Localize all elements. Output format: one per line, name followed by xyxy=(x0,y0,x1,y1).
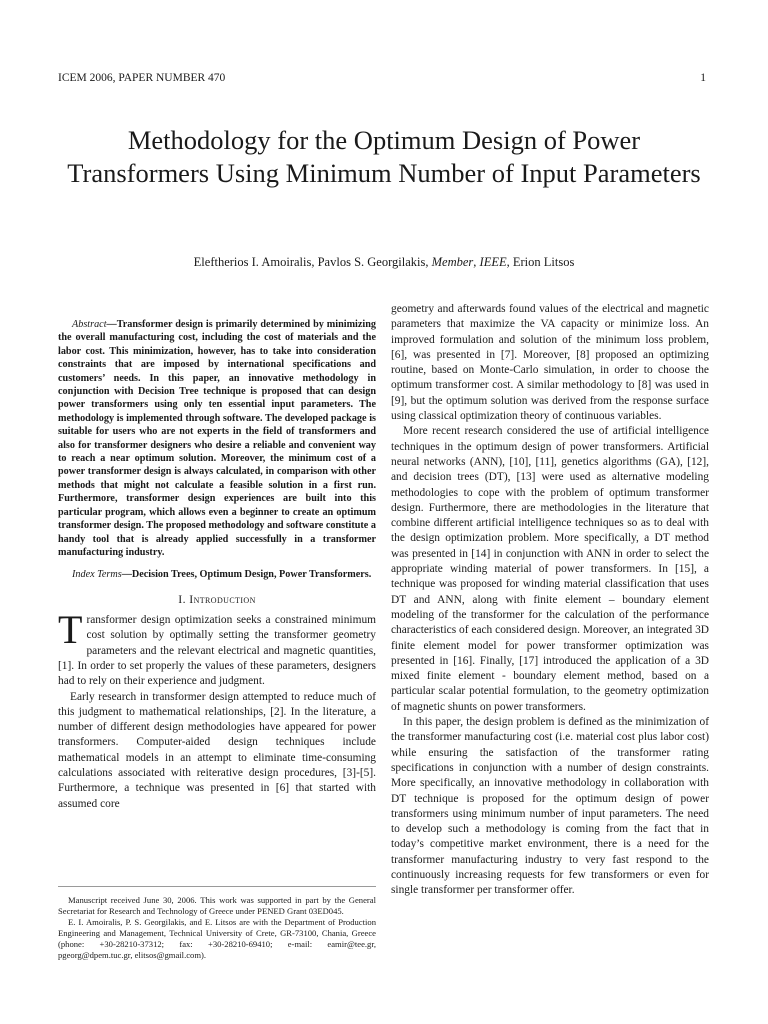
abstract-lead: Abstract xyxy=(72,319,107,330)
drop-cap: T xyxy=(58,607,83,653)
author-names-1: Eleftherios I. Amoiralis, Pavlos S. Georgilakis, xyxy=(193,255,432,269)
footnote-affiliation: E. I. Amoiralis, P. S. Georgilakis, and E. Litsos are with the Department of Production Engineering and Management, Technical University of Crete, GR-73100, Chania, Greece (phone: +30-28210-37312; fax: +30-28210-69410; e-mail: eamir@tee.gr, pgeorg@dpem.tuc.gr, elitsos@gmail.com). xyxy=(58,917,376,960)
footnote xyxy=(58,886,376,961)
ieee-label: IEEE xyxy=(479,255,507,269)
right-paragraph-2: More recent research considered the use of artificial intelligence techniques in the optimum design of power transformers. Artificial neural networks (ANN), [10], [11], genetics algorithms (GA), [12], and decision trees (DT), [13] were used as alternative modeling methodologies to cope with the problem of optimum transformer design. Furthermore, there are methodologies in the literature that combine different artificial intelligence techniques so as to deal with the design optimization problem. More specifically, a DT method was presented in [14] in conjunction with ANN in order to select the appropriate winding material of power transformers. In [15], a technique was proposed for winding material classification that uses DT and ANN, along with finite element – boundary element modeling of the transformer for the calculation of the performance characteristics of each considered design. Moreover, an integrated 3D finite element model for power transformer optimization was presented in [16]. Finally, [17] introduced the application of a 3D mixed finite element - boundary element method, based on a particular scalar potential formulation, to the geometry optimization of magnetic shunts on power transformers. xyxy=(391,425,709,713)
section-heading-introduction: I. Introduction xyxy=(178,591,256,606)
right-column xyxy=(391,302,709,899)
paper-title: Methodology for the Optimum Design of Power Transformers Using Minimum Number of Input Parameters xyxy=(67,125,701,188)
footnote-manuscript: Manuscript received June 30, 2006. This work was supported in part by the General Secretariat for Research and Technology of Greece under PENED Grant 03ED045. xyxy=(58,895,376,916)
index-terms-text: —Decision Trees, Optimum Design, Power Transformers. xyxy=(121,569,372,581)
left-column xyxy=(58,318,376,812)
intro-paragraph-1-text: ransformer design optimization seeks a constrained minimum cost solution by optimally setting the transformer geometry parameters and the relevant electrical and magnetic quantities, [1]. In order to set properly the values of these parameters, designers had to rely on their experience and judgment. xyxy=(58,614,376,688)
venue-label: ICEM 2006, PAPER NUMBER 470 xyxy=(58,72,226,84)
index-terms-lead: Index Terms xyxy=(72,569,122,581)
index-terms xyxy=(58,568,376,581)
right-paragraph-3: In this paper, the design problem is defined as the minimization of the transformer manufacturing cost (i.e. material cost plus labor cost) while ensuring the satisfaction of the transformer rating specifications in conjunction with a number of design constraints. More specifically, an innovative methodology in collaboration with DT technique is proposed for the optimum design of power transformers using minimum number of input parameters. The need to develop such a methodology is coming from the fact that in today’s competitive market environment, there is a need for the transformer manufacturing industry to very fast respond to the continuously increasing requests for few transformers or even for single transformer per transformer offer. xyxy=(391,716,709,897)
author-names-2: , Erion Litsos xyxy=(506,255,575,269)
author-line: Eleftherios I. Amoiralis, Pavlos S. Georgilakis, Member, IEEE, Erion Litsos xyxy=(193,255,575,269)
member-label: Member xyxy=(431,255,474,269)
abstract xyxy=(58,318,376,559)
page-number: 1 xyxy=(700,72,706,84)
intro-paragraph-2: Early research in transformer design attempted to reduce much of this judgment to mathematical relationships, [2]. In the literature, a number of different design methodologies have appeared for power transformers. Computer-aided design techniques include mathematical models in an attempt to eliminate time-consuming calculations associated with reiterative design procedures, [3]-[5]. Furthermore, a technique was presented in [6] that started with assumed core xyxy=(58,690,376,810)
right-paragraph-continued: geometry and afterwards found values of the electrical and magnetic parameters that maximize the VA capacity or minimize loss. An improved formulation and solution of the minimum loss problem, [6], was presented in [7]. Moreover, [8] proposed an optimizing routine, based on Monte-Carlo simulation, in order to choose the optimum transformer cost. A similar methodology to [8] was used in [9], but the optimum solution was derived from the response surface using classical optimization theory of continuous variables. xyxy=(391,303,709,423)
running-header xyxy=(58,72,706,84)
abstract-text: —Transformer design is primarily determined by minimizing the overall manufacturing cost, including the cost of materials and the labor cost. This minimization, however, has to take into consideration constraints that are imposed by international specifications and customers’ needs. In this paper, an innovative methodology in conjunction with Decision Tree technique is proposed that can design power transformers using only ten essential input parameters. The methodology is implemented through software. The developed package is suitable for users who are not experts in the field of transformers and also for transformer designers who desire a reliable and convenient way to reach a near optimum solution. Moreover, the minimum cost of a power transformer design is always calculated, in comparison with other methods that might not calculate a feasible solution in a first run. Furthermore, transformer design experiences are built into this particular program, which allows even a beginner to create an optimum transformer design. The proposed methodology and software constitute a handy tool that is already applied successfully in a transformer manufacturing industry. xyxy=(58,319,376,558)
intro-paragraph-1 xyxy=(58,607,376,689)
